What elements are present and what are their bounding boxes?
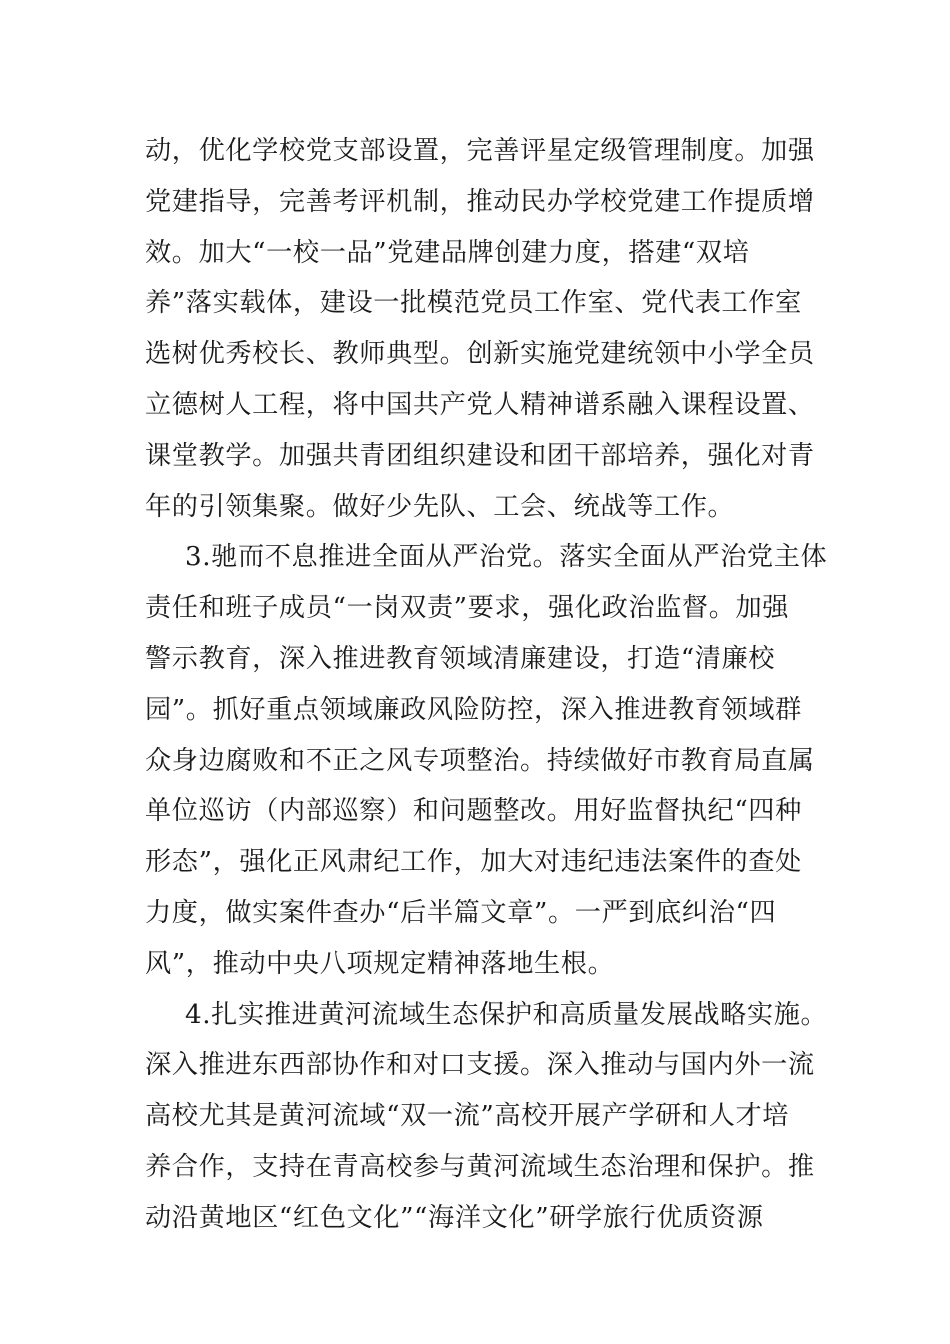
text-line: 动，优化学校党支部设置，完善评星定级管理制度。加强 bbox=[145, 136, 815, 166]
text-line: 党建指导，完善考评机制，推动民办学校党建工作提质增 bbox=[145, 186, 815, 217]
text-line: 养合作，支持在青高校参与黄河流域生态治理和保护。推 bbox=[145, 1151, 815, 1182]
text-line: 选树优秀校长、教师典型。创新实施党建统领中小学全员 bbox=[145, 339, 815, 370]
text-line: 警示教育，深入推进教育领域清廉建设，打造“清廉校 bbox=[145, 643, 776, 674]
text-line: 责任和班子成员“一岗双责”要求，强化政治监督。加强 bbox=[145, 593, 790, 624]
text-line: 效。加大“一校一品”党建品牌创建力度，搭建“双培 bbox=[145, 237, 750, 268]
text-line: 深入推进东西部协作和对口支援。深入推动与国内外一流 bbox=[145, 1050, 815, 1081]
text-line: 单位巡访（内部巡察）和问题整改。用好监督执纪“四种 bbox=[145, 796, 802, 827]
text-line: 风”，推动中央八项规定精神落地生根。 bbox=[145, 948, 615, 979]
text-line: 动沿黄地区“红色文化”“海洋文化”研学旅行优质资源 bbox=[145, 1202, 764, 1233]
body-text bbox=[145, 126, 828, 1244]
text-line: 课堂教学。加强共青团组织建设和团干部培养，强化对青 bbox=[145, 440, 815, 471]
text-line: 力度，做实案件查办“后半篇文章”。一严到底纠治“四 bbox=[145, 897, 777, 928]
section-4-heading-line: 4.扎实推进黄河流域生态保护和高质量发展战略实施。 bbox=[185, 999, 828, 1030]
text-line: 养”落实载体，建设一批模范党员工作室、党代表工作室 bbox=[145, 288, 802, 319]
text-line: 园”。抓好重点领域廉政风险防控，深入推进教育领域群 bbox=[145, 694, 802, 725]
text-line: 高校尤其是黄河流域“双一流”高校开展产学研和人才培 bbox=[145, 1101, 790, 1132]
text-line: 形态”，强化正风肃纪工作，加大对违纪违法案件的查处 bbox=[145, 847, 802, 878]
text-line: 立德树人工程，将中国共产党人精神谱系融入课程设置、 bbox=[145, 389, 815, 420]
section-3-heading-line: 3.驰而不息推进全面从严治党。落实全面从严治党主体 bbox=[185, 542, 828, 573]
text-line: 年的引领集聚。做好少先队、工会、统战等工作。 bbox=[145, 491, 735, 522]
text-line: 众身边腐败和不正之风专项整治。持续做好市教育局直属 bbox=[145, 745, 815, 776]
